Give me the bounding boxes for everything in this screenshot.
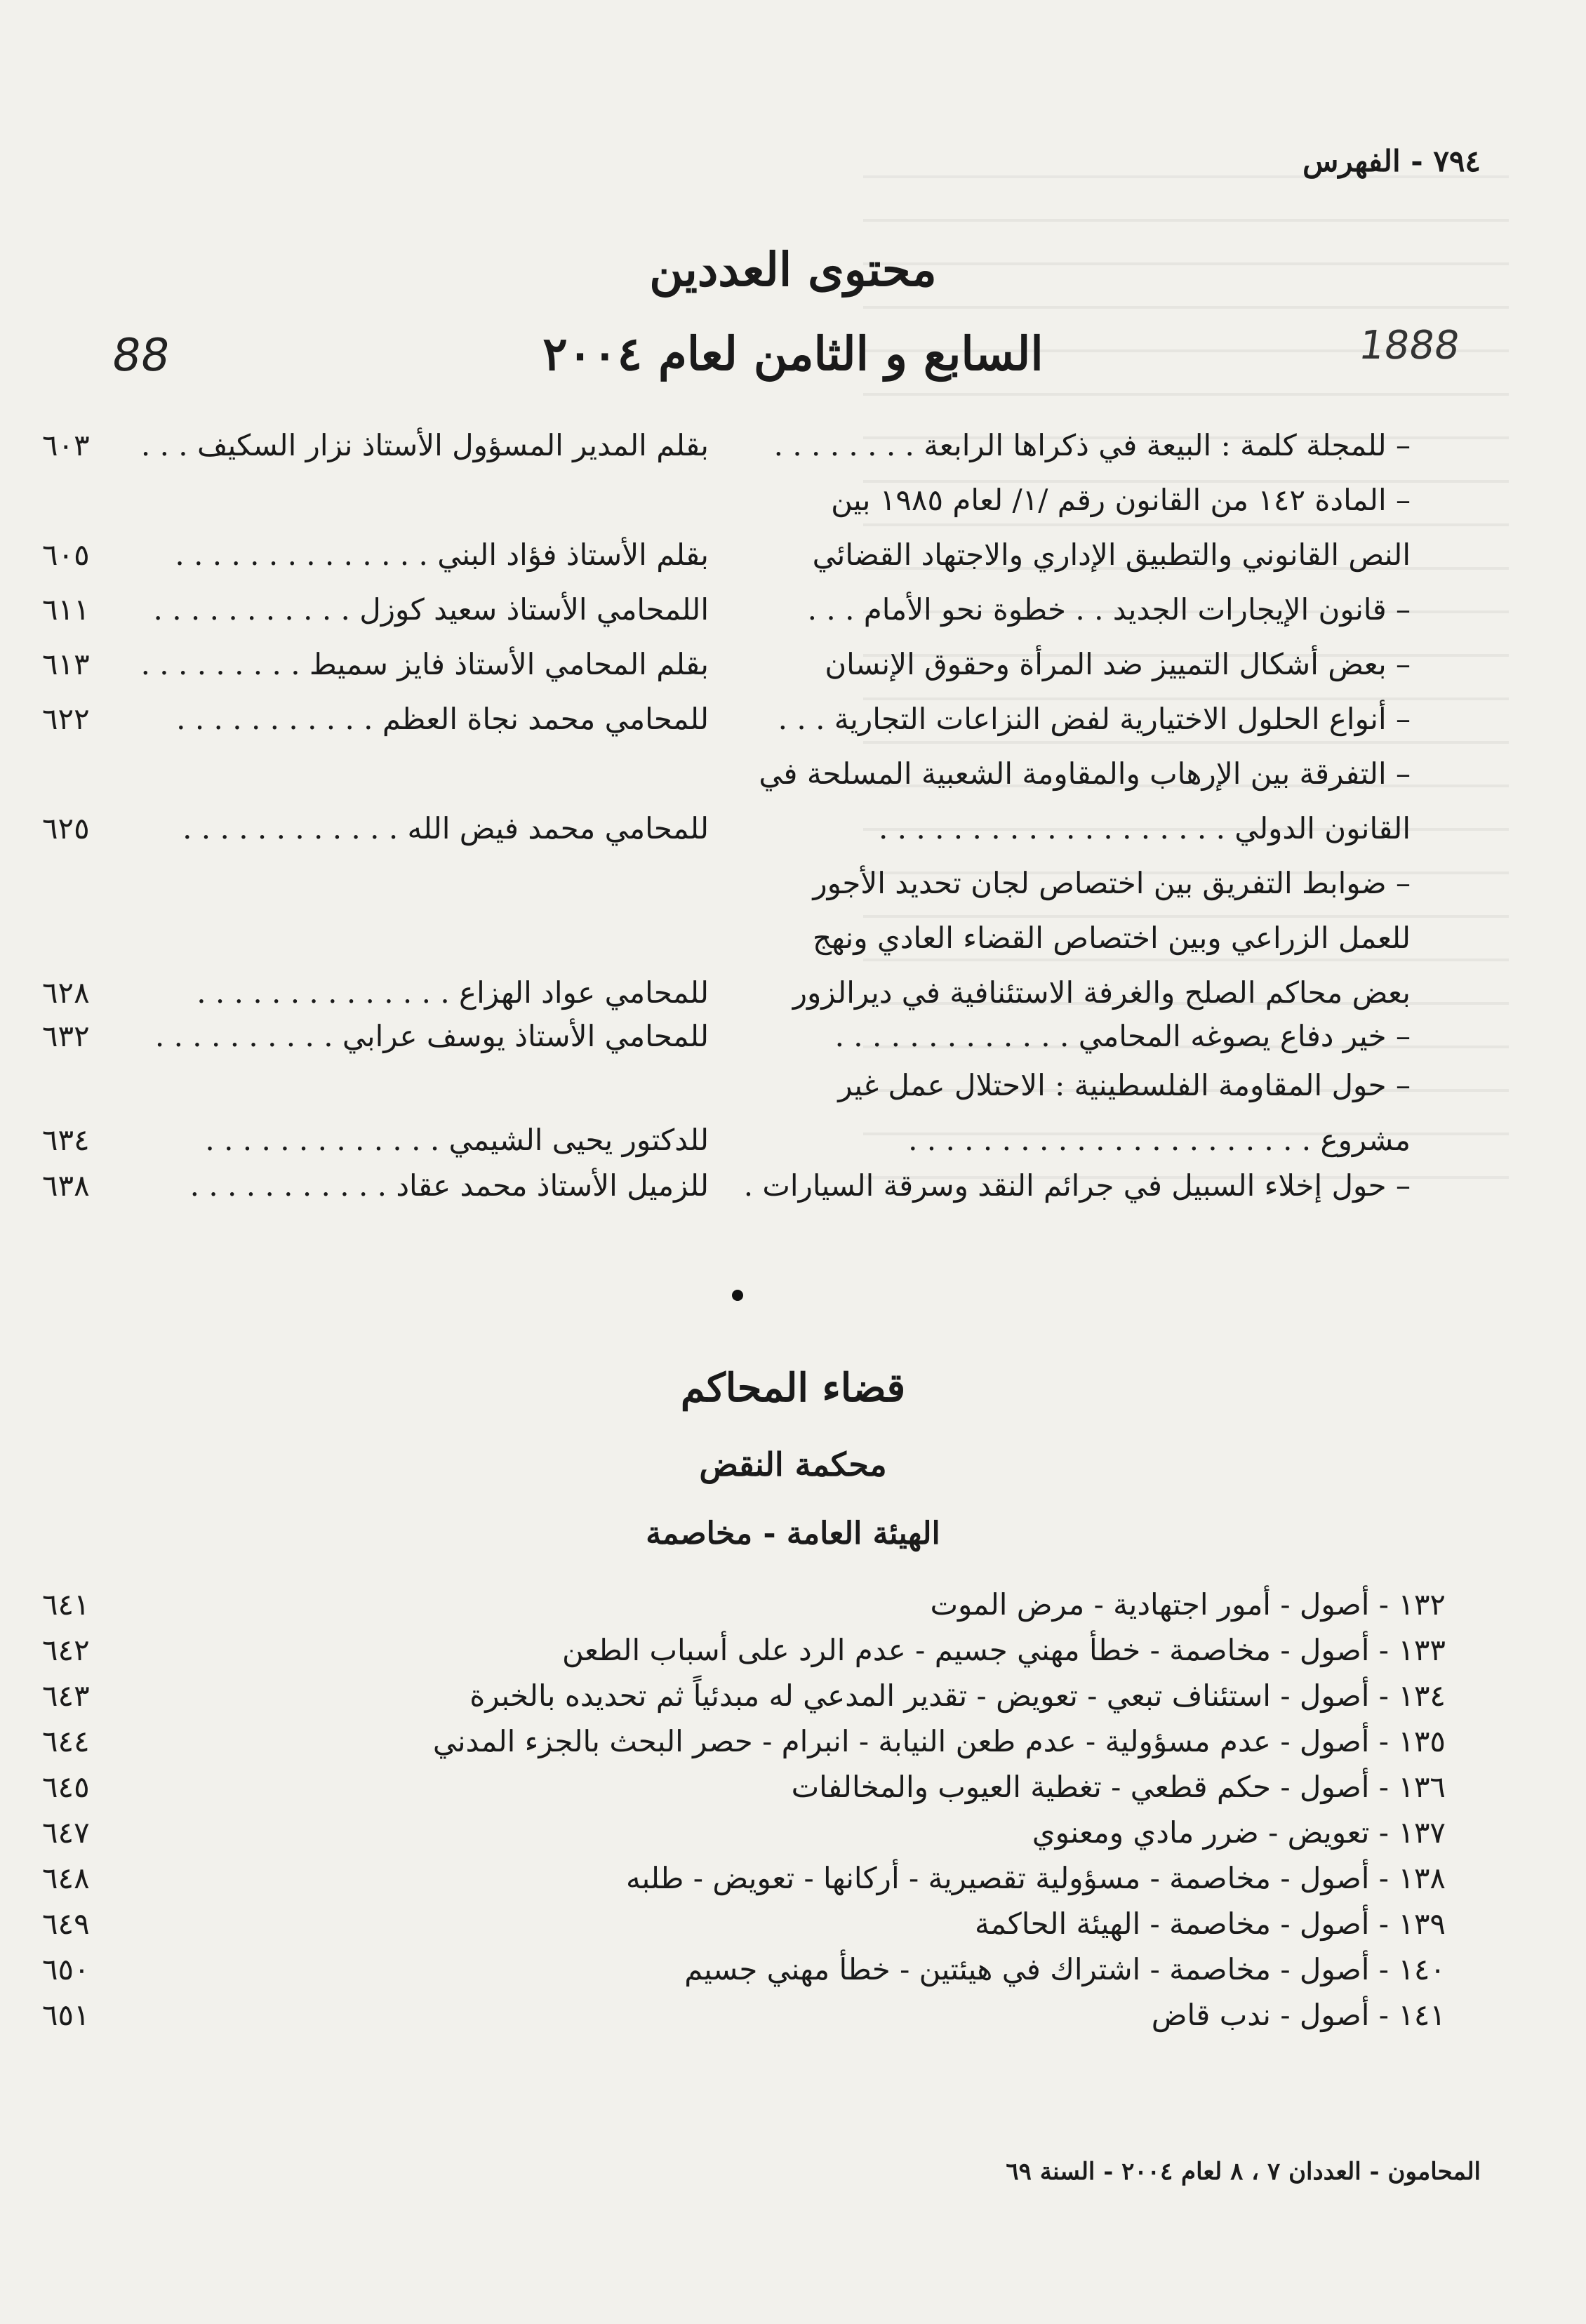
toc-author: للدكتور يحيى الشيمي . . . . . . . . . . . . . (205, 1123, 709, 1157)
toc-title: مشروع . . . . . . . . . . . . . . . . . . . . . . (908, 1123, 1411, 1157)
toc-title: – ضوابط التفريق بين اختصاص لجان تحديد الأجور (813, 866, 1411, 900)
toc-author: للمحامي الأستاذ يوسف عرابي . . . . . . . . . . (154, 1019, 709, 1053)
toc-author: للمحامي محمد نجاة العظم . . . . . . . . . . . (176, 702, 709, 736)
case-title: ١٣٣ - أصول - مخاصمة - خطأ مهني جسيم - عدم الرد على أسباب الطعن (561, 1633, 1446, 1667)
case-title: ١٣٢ - أصول - أمور اجتهادية - مرض الموت (930, 1587, 1446, 1622)
toc-title: القانون الدولي . . . . . . . . . . . . . . . . . . . (878, 811, 1411, 846)
toc-author: للمحامي عواد الهزاع . . . . . . . . . . . . . . (196, 975, 709, 1010)
case-page-number: ٦٤٧ (42, 1815, 90, 1850)
handwritten-number: 88 (108, 330, 173, 382)
case-page-number: ٦٤٢ (42, 1633, 90, 1667)
toc-page-number: ٦٠٣ (42, 428, 90, 462)
case-title: ١٣٩ - أصول - مخاصمة - الهيئة الحاكمة (975, 1906, 1446, 1941)
toc-author: بقلم المحامي الأستاذ فايز سميط . . . . . . . . . (140, 647, 709, 681)
handwritten-note: 1888 (1356, 323, 1463, 368)
case-title: ١٣٥ - أصول - عدم مسؤولية - عدم طعن النيابة - انبرام - حصر البحث بالجزء المدني (432, 1724, 1446, 1758)
case-page-number: ٦٤٨ (42, 1861, 90, 1895)
page-footer: المحامون - العددان ٧ ، ٨ لعام ٢٠٠٤ - السنة ٦٩ (1006, 2158, 1481, 2186)
toc-page-number: ٦١٣ (42, 647, 90, 681)
separator-dot (732, 1290, 743, 1301)
toc-title: – حول إخلاء السبيل في جرائم النقد وسرقة السيارات . (743, 1168, 1411, 1203)
toc-title: – قانون الإيجارات الجديد . . خطوة نحو الأمام . . . (807, 592, 1411, 627)
case-page-number: ٦٤٥ (42, 1770, 90, 1804)
case-page-number: ٦٤٤ (42, 1724, 90, 1758)
case-title: ١٣٨ - أصول - مخاصمة - مسؤولية تقصيرية - أركانها - تعويض - طلبه (625, 1861, 1446, 1895)
toc-title: – المادة ١٤٢ من القانون رقم /١/ لعام ١٩٨٥ بين (831, 483, 1411, 517)
toc-page-number: ٦٢٢ (42, 702, 90, 736)
toc-title: – للمجلة كلمة : البيعة في ذكراها الرابعة . . . . . . . . (773, 428, 1411, 462)
toc-title: للعمل الزراعي وبين اختصاص القضاء العادي ونهج (813, 921, 1411, 955)
toc-title: بعض محاكم الصلح والغرفة الاستئنافية في ديرالزور (792, 975, 1411, 1010)
toc-title: النص القانوني والتطبيق الإداري والاجتهاد القضائي (812, 537, 1411, 572)
section-subheading: محكمة النقض (699, 1445, 887, 1483)
case-page-number: ٦٤٣ (42, 1678, 90, 1713)
toc-title: – حول المقاومة الفلسطينية : الاحتلال عمل غير (838, 1068, 1411, 1102)
page-title: محتوى العددين (649, 242, 937, 297)
running-title: ٧٩٤ - الفهرس (1302, 144, 1481, 178)
toc-page-number: ٦٣٢ (42, 1019, 90, 1053)
case-title: ١٤١ - أصول - ندب قاض (1151, 1998, 1446, 2032)
toc-author: بقلم المدير المسؤول الأستاذ نزار السكيف . . . (140, 428, 709, 462)
case-page-number: ٦٥٠ (42, 1952, 90, 1986)
case-page-number: ٦٤٩ (42, 1906, 90, 1941)
case-title: ١٤٠ - أصول - مخاصمة - اشتراك في هيئتين - خطأ مهني جسيم (684, 1952, 1446, 1986)
case-page-number: ٦٤١ (42, 1587, 90, 1622)
case-title: ١٣٧ - تعويض - ضرر مادي ومعنوي (1032, 1815, 1446, 1850)
toc-page-number: ٦١١ (42, 592, 90, 627)
page-subtitle: السابع و الثامن لعام ٢٠٠٤ (542, 326, 1044, 381)
toc-title: – بعض أشكال التمييز ضد المرأة وحقوق الإنسان (825, 647, 1411, 681)
section-heading: قضاء المحاكم (680, 1365, 906, 1411)
toc-page-number: ٦٣٤ (42, 1123, 90, 1157)
toc-page-number: ٦٠٥ (42, 537, 90, 572)
case-title: ١٣٤ - أصول - استئناف تبعي - تعويض - تقدير المدعي له مبدئياً ثم تحديده بالخبرة (469, 1678, 1446, 1713)
toc-author: للزميل الأستاذ محمد عقاد . . . . . . . . . . . (189, 1168, 709, 1203)
toc-page-number: ٦٢٨ (42, 975, 90, 1010)
case-page-number: ٦٥١ (42, 1998, 90, 2032)
toc-author: بقلم الأستاذ فؤاد البني . . . . . . . . . . . . . . (175, 537, 709, 572)
toc-page-number: ٦٣٨ (42, 1168, 90, 1203)
toc-page-number: ٦٢٥ (42, 811, 90, 846)
toc-author: للمحامي محمد فيض الله . . . . . . . . . . . . (182, 811, 709, 846)
toc-title: – التفرقة بين الإرهاب والمقاومة الشعبية المسلحة في (759, 756, 1411, 791)
section-body-heading: الهيئة العامة - مخاصمة (646, 1516, 940, 1551)
toc-author: اللمحامي الأستاذ سعيد كوزل . . . . . . . . . . . (153, 592, 709, 627)
case-title: ١٣٦ - أصول - حكم قطعي - تغطية العيوب والمخالفات (791, 1770, 1446, 1804)
toc-title: – خير دفاع يصوغه المحامي . . . . . . . . . . . . . (834, 1019, 1411, 1053)
toc-title: – أنواع الحلول الاختيارية لفض النزاعات التجارية . . . (778, 702, 1411, 736)
